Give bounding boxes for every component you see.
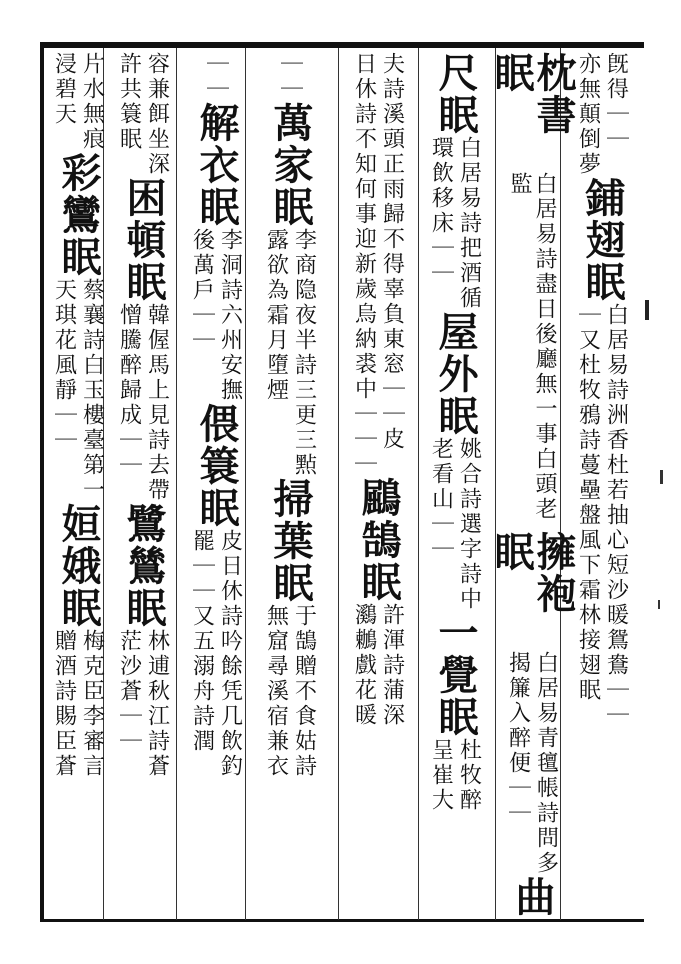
annotation-line-right: 白居易詩把酒循 — [456, 136, 482, 311]
annotation-text: ｜｜ — [277, 52, 303, 102]
annotation-pair — [576, 303, 629, 728]
entry-heading: 鶌鵠眠 — [355, 477, 402, 603]
annotation-pair — [117, 52, 170, 177]
annotation-line-left: 環飲移床｜｜ — [428, 136, 454, 286]
annotation-line-left: ｜又杜牧鴉詩蔓壘盤風下霜林接翅眠 — [575, 303, 601, 703]
text-column — [425, 52, 485, 918]
column-rule — [495, 48, 496, 920]
annotation-line-left: 茫沙蒼｜｜ — [116, 629, 142, 754]
annotation-line-right: 李洞詩六州安撫 — [217, 228, 243, 403]
annotation-line-left: 老看山｜｜ — [428, 437, 454, 562]
annotation-line-left: 許共簑眠 — [116, 52, 142, 152]
text-column — [572, 52, 632, 918]
annotation-pair — [506, 651, 559, 876]
scan-speck — [658, 600, 660, 609]
text-column — [186, 52, 246, 918]
annotation-line-right: 于鵠贈不食姑詩 — [291, 604, 317, 779]
annotation-line-left: 日休詩不知何事迎新歲烏納裘中｜｜｜ — [351, 52, 377, 477]
annotation-line-left: 亦無顛倒夢 — [575, 52, 601, 177]
annotation-line-right: 旣得｜｜ — [603, 52, 629, 152]
annotation-line-left: 揭簾入醉便｜｜ — [505, 651, 531, 826]
entry-heading: 尺眠 — [432, 52, 479, 136]
text-column — [260, 52, 320, 918]
annotation-line-left: 浸碧天 — [51, 52, 77, 127]
annotation-line-right: 許渾詩蒲深 — [379, 603, 405, 728]
annotation-line-left: 後萬戶｜｜ — [189, 228, 215, 353]
annotation-line-right: 梅克臣李審言 — [79, 629, 105, 779]
annotation-line-left: 鸂鶒戲花暖 — [351, 603, 377, 728]
annotation-line-left: 贈酒詩賜臣蒼 — [51, 629, 77, 779]
text-column — [113, 52, 173, 918]
entry-heading: 掃葉眠 — [267, 478, 314, 604]
annotation-text: 白居易詩盡日後廳無一事白頭老監 — [507, 172, 557, 523]
text-column — [348, 52, 408, 918]
annotation-line-left: 罷｜｜又五溺舟詩潤 — [189, 529, 215, 754]
entry-heading: 萬家眠 — [267, 102, 314, 228]
annotation-pair — [352, 603, 405, 728]
annotation-text: ｜｜ — [203, 52, 229, 102]
entry-heading: 偎簑眠 — [193, 403, 240, 529]
entry-heading: 曲 — [509, 876, 556, 918]
annotation-pair — [429, 136, 482, 311]
entry-heading: 屋外眠 — [432, 311, 479, 437]
annotation-pair — [264, 228, 317, 478]
annotation-line-right: 白居易青氊帳詩問多 — [533, 651, 559, 876]
annotation-line-right: 蔡襄詩白玉樓臺第一 — [79, 278, 105, 503]
annotation-line-right: 白居易詩洲香杜若抽心短沙暖鴛鴦｜｜ — [603, 303, 629, 728]
annotation-pair — [429, 437, 482, 612]
annotation-line-right: 韓偓馬上見詩去帶 — [144, 303, 170, 503]
entry-heading: 枕書眠 — [488, 52, 577, 136]
scan-speck — [660, 470, 663, 484]
entry-heading: 彩鸞眠 — [55, 152, 102, 278]
entry-heading: 姮娥眠 — [55, 503, 102, 629]
annotation-line-left: 呈崔大 — [428, 738, 454, 813]
annotation-line-right: 杜牧醉 — [456, 738, 482, 813]
annotation-line-right: 容兼餌坐深 — [144, 52, 170, 177]
annotation-line-left: 天琪花風靜｜｜ — [51, 278, 77, 453]
annotation-pair — [190, 228, 243, 403]
annotation-pair — [52, 629, 105, 779]
annotation-pair — [352, 52, 405, 477]
annotation-pair — [576, 52, 629, 177]
entry-heading: 鷺鷥眠 — [120, 503, 167, 629]
text-column — [48, 52, 108, 918]
fore-edge-mark — [645, 300, 661, 320]
annotation-line-left: 無窟尋溪宿兼衣 — [263, 604, 289, 779]
annotation-line-left: 露欲為霜月墮煙 — [263, 228, 289, 403]
annotation-pair — [117, 629, 170, 779]
entry-heading: 困頓眠 — [120, 177, 167, 303]
annotation-line-right: 李商隐夜半詩三更三㸃 — [291, 228, 317, 478]
entry-heading: 擁袍眠 — [488, 530, 577, 615]
annotation-line-right: 林逋秋江詩蒼 — [144, 629, 170, 779]
annotation-pair — [117, 303, 170, 503]
annotation-pair — [52, 278, 105, 503]
annotation-pair — [52, 52, 105, 152]
column-rule — [338, 48, 339, 920]
column-rule — [176, 48, 177, 920]
entry-heading: 鋪翅眠 — [579, 177, 626, 303]
annotation-line-left: 憎騰醉歸成｜｜ — [116, 303, 142, 478]
annotation-pair — [429, 738, 482, 813]
column-rule — [418, 48, 419, 920]
entry-heading: 一覺眠 — [432, 612, 479, 738]
annotation-pair — [264, 604, 317, 779]
annotation-pair — [190, 529, 243, 779]
annotation-line-right: 皮日休詩吟餘凭几飲釣 — [217, 529, 243, 779]
text-column — [488, 52, 577, 918]
entry-heading: 解衣眠 — [193, 102, 240, 228]
annotation-line-right: 姚合詩選字詩中 — [456, 437, 482, 612]
annotation-line-right: 夫詩溪頭正雨歸不得辜負東窓｜｜皮 — [379, 52, 405, 452]
annotation-line-right: 片水無痕 — [79, 52, 105, 152]
